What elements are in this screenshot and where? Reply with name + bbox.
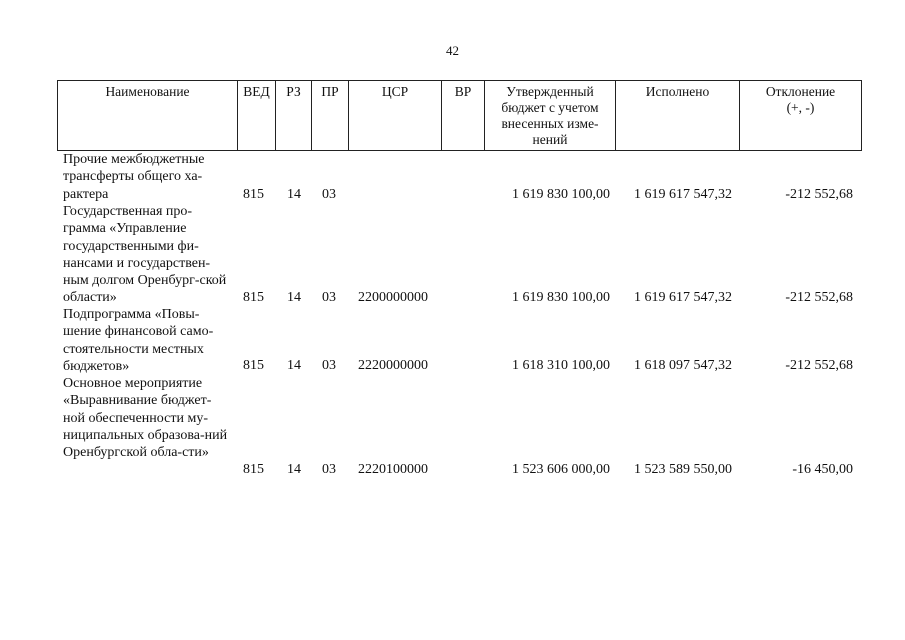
row-deviation: -212 552,68 [785, 290, 853, 305]
row-budget: 1 523 606 000,00 [512, 462, 610, 477]
row-deviation: -16 450,00 [792, 462, 853, 477]
row-ved: 815 [243, 187, 264, 202]
row-rz: 14 [287, 462, 301, 477]
row-csr: 2220000000 [358, 358, 428, 373]
row-executed: 1 619 617 547,32 [634, 290, 732, 305]
row-rz: 14 [287, 290, 301, 305]
header-deviation: Отклонение (+, -) [765, 84, 836, 115]
row-pr: 03 [322, 462, 336, 477]
table-header [57, 80, 862, 151]
row-deviation: -212 552,68 [785, 358, 853, 373]
row-csr: 2220100000 [358, 462, 428, 477]
row-budget: 1 619 830 100,00 [512, 290, 610, 305]
row-executed: 1 523 589 550,00 [634, 462, 732, 477]
row-name: Подпрограмма «Повы-шение финансовой само-стоятельности местных бюджетов» [63, 307, 214, 374]
row-budget: 1 619 830 100,00 [512, 187, 610, 202]
header-ved: ВЕД [238, 81, 276, 150]
row-deviation: -212 552,68 [785, 187, 853, 202]
row-pr: 03 [322, 290, 336, 305]
row-csr: 2200000000 [358, 290, 428, 305]
header-vr: ВР [442, 81, 485, 150]
row-pr: 03 [322, 187, 336, 202]
row-executed: 1 618 097 547,32 [634, 358, 732, 373]
row-ved: 815 [243, 462, 264, 477]
row-name: Государственная про-грамма «Управление государственными фи-нансами и государствен-ным долгом Оренбург-ской области» [63, 204, 227, 306]
row-budget: 1 618 310 100,00 [512, 358, 610, 373]
header-budget: Утвержденный бюджет с учетом внесенных изме-нений [485, 81, 616, 150]
row-name: Прочие межбюджетные трансферты общего ха-рактера [63, 152, 205, 202]
row-rz: 14 [287, 187, 301, 202]
row-ved: 815 [243, 358, 264, 373]
row-executed: 1 619 617 547,32 [634, 187, 732, 202]
header-name: Наименование [58, 81, 238, 150]
row-name: Основное мероприятие «Выравнивание бюджет-ной обеспеченности му-ниципальных образова-ний Оренбургской обла-сти» [63, 376, 228, 461]
header-executed: Исполнено [616, 81, 740, 150]
header-csr: ЦСР [349, 81, 442, 150]
row-rz: 14 [287, 358, 301, 373]
row-ved: 815 [243, 290, 264, 305]
page-number: 42 [446, 43, 459, 58]
header-pr: ПР [312, 81, 349, 150]
header-rz: РЗ [276, 81, 312, 150]
row-pr: 03 [322, 358, 336, 373]
